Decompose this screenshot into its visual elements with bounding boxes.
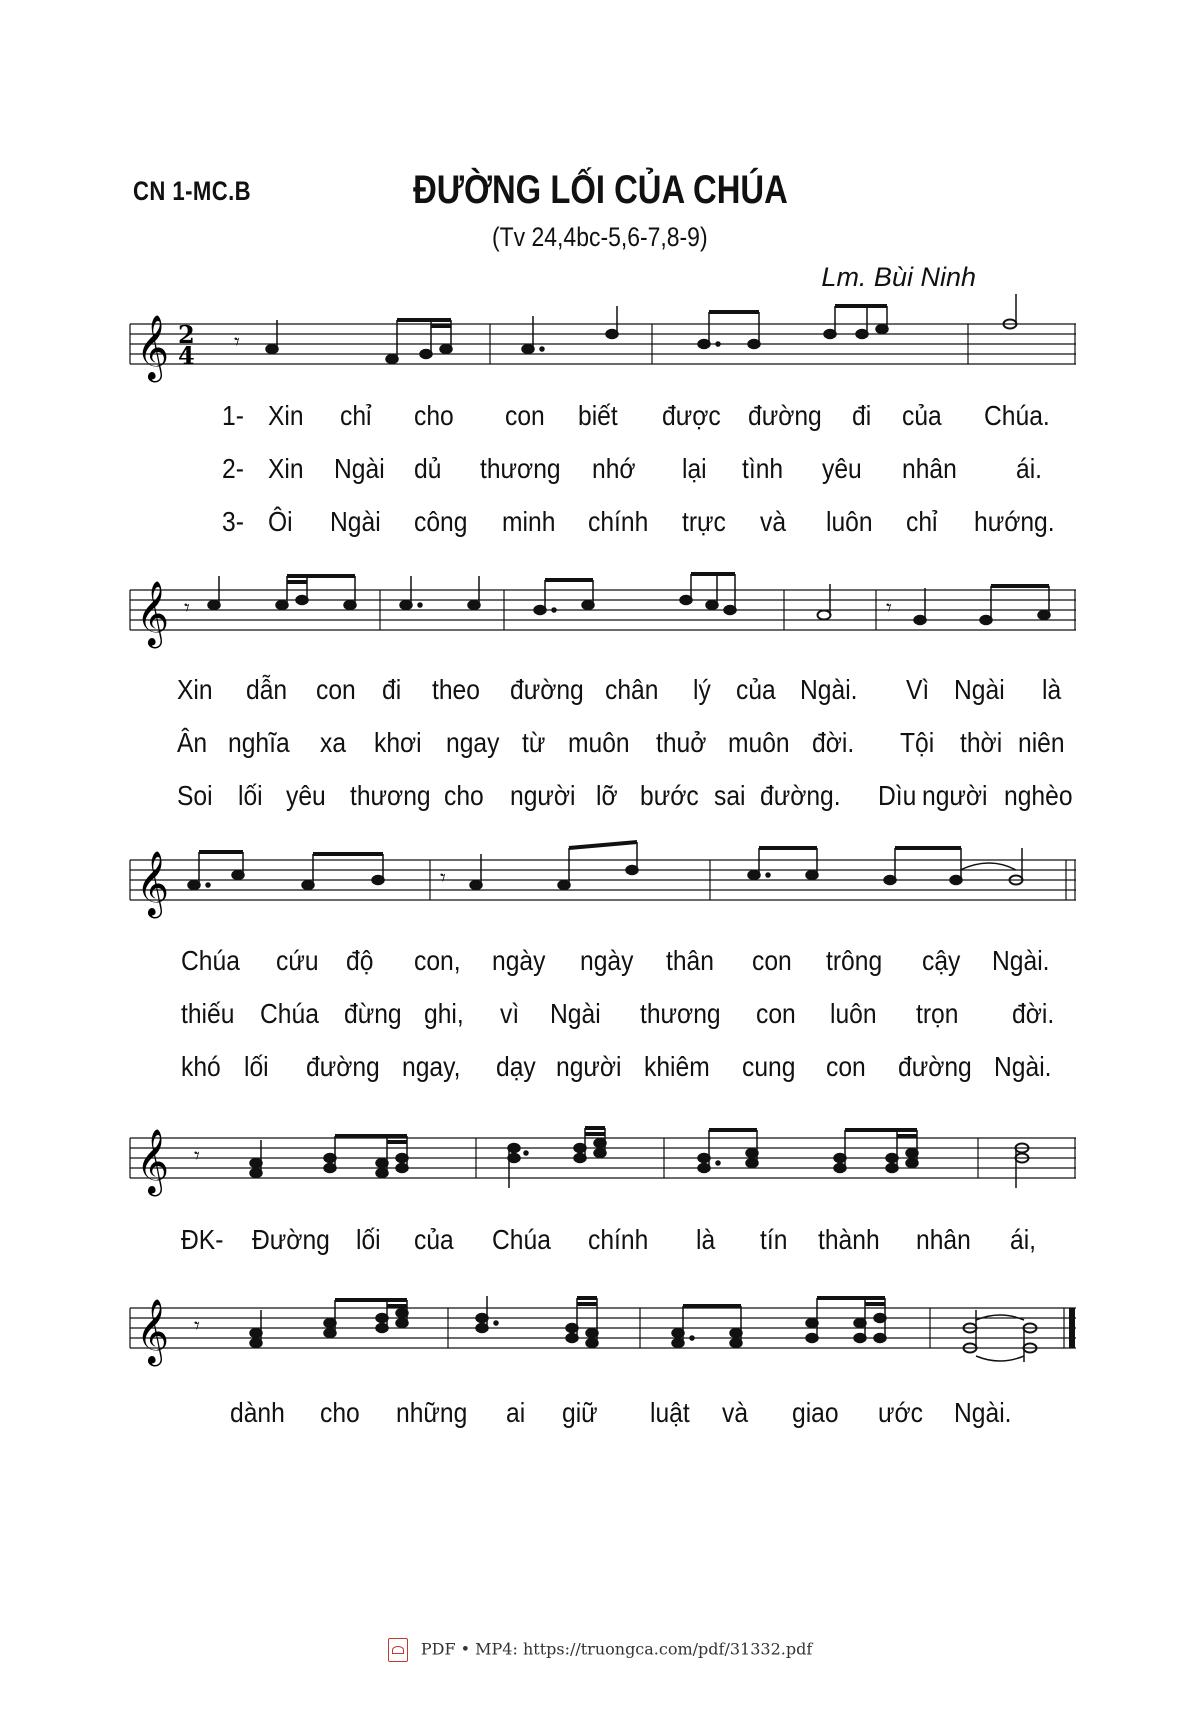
- lyric-word: niên: [1018, 727, 1065, 758]
- lyric-word: ĐK-: [181, 1224, 224, 1255]
- verse-line-2c: [0, 998, 1200, 1038]
- lyric-word: ngay,: [402, 1051, 461, 1082]
- lyric-word: Đường: [252, 1224, 330, 1255]
- lyric-word: con: [752, 945, 792, 976]
- lyric-word: chân: [605, 674, 659, 705]
- refrain-line-1: [0, 1224, 1200, 1264]
- lyric-word: Ôi: [268, 506, 293, 537]
- song-title-text: ĐƯỜNG LỐI CỦA CHÚA: [412, 168, 788, 212]
- lyric-word: biết: [578, 400, 618, 431]
- lyric-word: độ: [346, 945, 374, 976]
- lyric-word: dẫn: [246, 674, 288, 705]
- lyric-word: đường: [306, 1051, 380, 1082]
- lyric-word: thương: [350, 780, 431, 811]
- lyric-word: Ngài.: [992, 945, 1050, 976]
- lyric-word: con: [826, 1051, 866, 1082]
- lyric-word: 3-: [222, 506, 244, 537]
- lyric-word: Dìu: [878, 780, 917, 811]
- lyric-word: người: [922, 780, 988, 811]
- staff-1-notation: [130, 306, 1076, 386]
- lyric-word: theo: [432, 674, 480, 705]
- lyric-word: Tội: [900, 727, 935, 758]
- lyric-word: là: [696, 1224, 716, 1255]
- lyric-word: Xin: [177, 674, 213, 705]
- lyric-word: thuở: [656, 727, 707, 758]
- lyric-word: ghi,: [424, 998, 464, 1029]
- verse-line-3b: [0, 780, 1200, 820]
- staff-system-1: [130, 306, 1076, 386]
- lyric-word: muôn: [568, 727, 630, 758]
- staff-system-4: [130, 1120, 1076, 1200]
- lyric-word: và: [722, 1397, 749, 1428]
- time-signature-bottom: 4: [178, 341, 195, 370]
- lyric-word: công: [414, 506, 468, 537]
- lyric-word: đi: [382, 674, 402, 705]
- lyric-word: Ngài: [330, 506, 381, 537]
- verse-line-3a: [0, 506, 1200, 546]
- psalm-reference-text: (Tv 24,4bc-5,6-7,8-9): [492, 222, 708, 252]
- verse-line-1b: [0, 674, 1200, 714]
- refrain-line-2: [0, 1397, 1200, 1437]
- lyric-word: nghĩa: [228, 727, 290, 758]
- lyric-word: đời.: [812, 727, 855, 758]
- lyric-word: Chúa.: [984, 400, 1050, 431]
- lyric-word: ái,: [1010, 1224, 1037, 1255]
- lyric-word: nghèo: [1004, 780, 1073, 811]
- lyric-word: chỉ: [340, 400, 372, 431]
- lyric-word: Ngài.: [954, 1397, 1012, 1428]
- lyric-word: cho: [414, 400, 454, 431]
- lyric-word: con: [316, 674, 356, 705]
- lyric-word: thời: [960, 727, 1003, 758]
- composer: Lm. Bùi Ninh: [821, 262, 976, 292]
- lyric-word: cậy: [922, 945, 961, 976]
- lyric-word: chính: [588, 1224, 649, 1255]
- lyric-word: lý: [693, 674, 711, 705]
- lyric-word: tín: [760, 1224, 788, 1255]
- lyric-word: hướng.: [974, 506, 1055, 537]
- svg-text:𝄾: 𝄾: [440, 866, 446, 891]
- verse-line-1a: [0, 400, 1200, 440]
- lyric-word: cho: [320, 1397, 360, 1428]
- lyric-word: trọn: [916, 998, 959, 1029]
- lyric-word: người: [510, 780, 576, 811]
- lyric-word: của: [414, 1224, 454, 1255]
- lyric-word: chỉ: [906, 506, 938, 537]
- lyric-word: lỡ: [596, 780, 618, 811]
- psalm-reference: [0, 222, 1200, 253]
- lyric-word: và: [760, 506, 787, 537]
- lyric-word: ngay: [446, 727, 500, 758]
- lyric-word: đường: [748, 400, 822, 431]
- lyric-word: cho: [444, 780, 484, 811]
- treble-clef-icon: 𝄞: [136, 315, 170, 380]
- lyric-word: lối: [238, 780, 263, 811]
- lyric-word: Chúa: [181, 945, 240, 976]
- lyric-word: thành: [818, 1224, 880, 1255]
- lyric-word: Chúa: [492, 1224, 551, 1255]
- lyric-word: yêu: [822, 453, 862, 484]
- lyric-word: dành: [230, 1397, 285, 1428]
- lyric-word: 1-: [222, 400, 244, 431]
- lyric-word: ước: [878, 1397, 923, 1428]
- lyric-word: giữ: [562, 1397, 598, 1428]
- lyric-word: ngày: [580, 945, 634, 976]
- song-title: [0, 168, 1200, 213]
- lyric-word: con: [505, 400, 545, 431]
- treble-clef-icon: 𝄞: [136, 1299, 170, 1364]
- lyric-word: Chúa: [260, 998, 319, 1029]
- lyric-word: đường: [510, 674, 584, 705]
- lyric-word: vì: [500, 998, 520, 1029]
- lyric-word: nhớ: [592, 453, 636, 484]
- lyric-word: lại: [682, 453, 707, 484]
- lyric-word: minh: [502, 506, 556, 537]
- lyric-word: xa: [320, 727, 347, 758]
- lyric-word: Xin: [268, 400, 304, 431]
- lyric-word: nhân: [916, 1224, 971, 1255]
- lyric-word: sai: [714, 780, 746, 811]
- lyric-word: muôn: [728, 727, 790, 758]
- footer: [0, 1638, 1200, 1662]
- lyric-word: Ngài: [954, 674, 1005, 705]
- lyric-word: dạy: [496, 1051, 536, 1082]
- svg-text:𝄾: 𝄾: [184, 596, 190, 621]
- lyric-word: 2-: [222, 453, 244, 484]
- verse-line-2b: [0, 727, 1200, 767]
- lyric-word: con,: [414, 945, 461, 976]
- time-signature-top: 2: [178, 320, 195, 349]
- lyric-word: Xin: [268, 453, 304, 484]
- lyric-word: Ngài.: [800, 674, 858, 705]
- lyric-word: ái.: [1016, 453, 1043, 484]
- svg-text:𝄾: 𝄾: [886, 596, 892, 621]
- lyric-word: luôn: [826, 506, 873, 537]
- treble-clef-icon: 𝄞: [136, 1129, 170, 1194]
- lyric-word: Soi: [177, 780, 213, 811]
- staff-system-3: [130, 842, 1076, 922]
- staff-system-2: [130, 572, 1076, 652]
- lyric-word: luật: [650, 1397, 690, 1428]
- lyric-word: khiêm: [644, 1051, 710, 1082]
- lyric-word: Ngài: [550, 998, 601, 1029]
- final-barline: [1069, 1308, 1075, 1348]
- lyric-word: con: [756, 998, 796, 1029]
- lyric-word: lối: [244, 1051, 269, 1082]
- lyric-word: chính: [588, 506, 649, 537]
- staff-4-notation: [130, 1120, 1076, 1200]
- lyric-word: thân: [666, 945, 714, 976]
- lyric-word: những: [396, 1397, 468, 1428]
- lyric-word: ngày: [492, 945, 546, 976]
- lyric-word: đừng: [344, 998, 402, 1029]
- lyric-word: tình: [742, 453, 784, 484]
- lyric-word: luôn: [830, 998, 877, 1029]
- lyric-word: từ: [522, 727, 546, 758]
- lyric-word: đường: [898, 1051, 972, 1082]
- lyric-word: đường.: [760, 780, 841, 811]
- lyric-word: Vì: [906, 674, 930, 705]
- lyric-word: trực: [682, 506, 726, 537]
- svg-text:𝄾: 𝄾: [234, 330, 240, 355]
- lyric-word: cung: [742, 1051, 796, 1082]
- lyric-word: ai: [506, 1397, 526, 1428]
- song-code: CN 1-MC.B: [133, 176, 252, 206]
- lyric-word: thiếu: [181, 998, 235, 1029]
- lyric-word: nhân: [902, 453, 957, 484]
- svg-text:𝄾: 𝄾: [194, 1314, 200, 1339]
- lyric-word: Ngài: [334, 453, 385, 484]
- lyric-word: giao: [792, 1397, 839, 1428]
- verse-line-1c: [0, 945, 1200, 985]
- lyric-word: lối: [356, 1224, 381, 1255]
- footer-link[interactable]: PDF • MP4: https://truongca.com/pdf/31332.pdf: [420, 1639, 813, 1659]
- lyric-word: trông: [826, 945, 883, 976]
- lyric-word: khơi: [374, 727, 422, 758]
- lyric-word: được: [662, 400, 721, 431]
- lyric-word: bước: [640, 780, 699, 811]
- lyric-word: thương: [480, 453, 561, 484]
- lyric-word: người: [556, 1051, 622, 1082]
- lyric-word: của: [736, 674, 776, 705]
- lyric-word: thương: [640, 998, 721, 1029]
- lyric-word: đi: [852, 400, 872, 431]
- staff-2-notation: [130, 572, 1076, 652]
- lyric-word: cứu: [276, 945, 319, 976]
- lyric-word: dủ: [414, 453, 442, 484]
- lyric-word: của: [902, 400, 942, 431]
- pdf-icon: [388, 1638, 408, 1662]
- lyric-word: yêu: [286, 780, 326, 811]
- staff-3-notation: [130, 842, 1076, 922]
- verse-line-3c: [0, 1051, 1200, 1091]
- staff-system-5: [130, 1290, 1076, 1370]
- treble-clef-icon: 𝄞: [136, 581, 170, 646]
- lyric-word: Ân: [177, 727, 208, 758]
- svg-text:𝄾: 𝄾: [194, 1144, 200, 1169]
- treble-clef-icon: 𝄞: [136, 851, 170, 916]
- lyric-word: khó: [181, 1051, 221, 1082]
- lyric-word: Ngài.: [994, 1051, 1052, 1082]
- verse-line-2a: [0, 453, 1200, 493]
- lyric-word: đời.: [1012, 998, 1055, 1029]
- staff-5-notation: [130, 1290, 1076, 1370]
- lyric-word: là: [1042, 674, 1062, 705]
